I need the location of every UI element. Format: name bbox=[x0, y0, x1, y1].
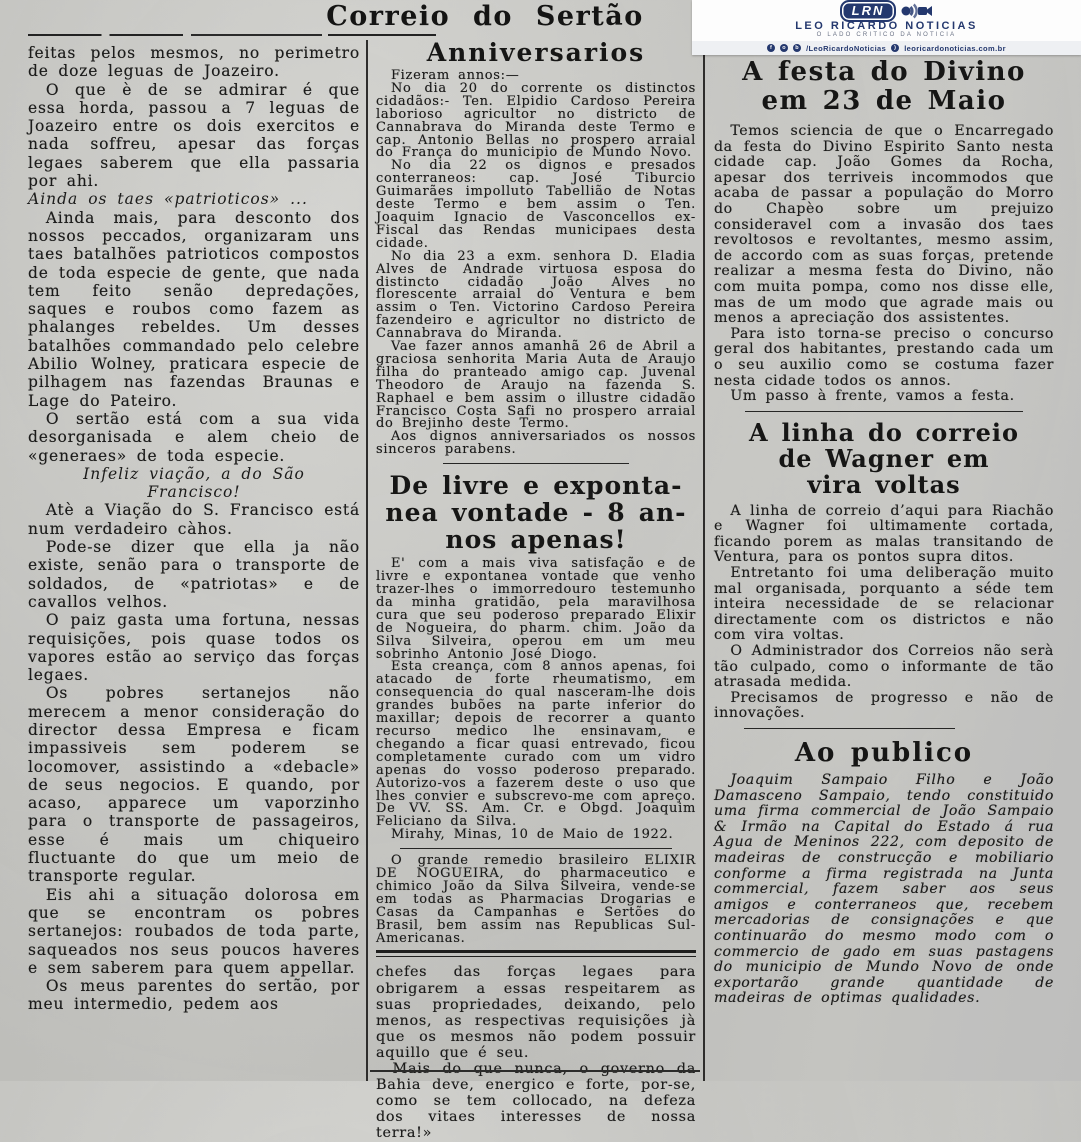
article-patrioticos bbox=[28, 209, 360, 465]
paragraph: E' com a mais viva satisfação e de livre e expontanea vontade que venho trazer-lhes o immorredouro testemunho da minha gratidão, pela maravilhosa cura que seu poderoso preparado Elixir de Nogueira, do pharm. chim. João da Silva Silveira, operou em um meu sobrinho Antonio José Diogo. bbox=[376, 556, 696, 662]
paragraph: Os pobres sertanejos não merecem a menor consideração do director dessa Empresa e ficam impassiveis sem poderem se locomover, assistindo a «debacle» de seus negocios. E quando, por acaso, apparece um vaporzinho para o transporte de passageiros, esse é mais um chiqueiro fluctuante do que um meio de transporte regular. bbox=[28, 684, 360, 886]
lrn-social-handle: /LeoRicardoNoticias bbox=[806, 43, 887, 53]
section-rule bbox=[745, 411, 1024, 412]
broadcast-icon: ) bbox=[891, 44, 899, 52]
paragraph: Os meus parentes do sertão, por meu intermedio, pedem aos bbox=[28, 977, 360, 1014]
article-anniversarios bbox=[376, 70, 696, 457]
section-rule bbox=[443, 463, 629, 464]
paragraph: Esta creança, com 8 annos apenas, foi atacado de forte rheumatismo, em consequencia do qual nasceram-lhe dois grandes bubões na parte inferior do maxillar; depois de recorrer a quanto recurso medico lhe ensinavam, e chegando a ficar quasi entrevado, ficou completamente curado com um vidro apenas do vosso poderoso preparado. Autorizo-vos a fazerem deste o uso que lhes convier e subscrevo-me com apreço. De VV. SS. Am. Cr. e Obgd. Joaquim Feliciano da Silva. bbox=[376, 659, 696, 830]
lrn-website: leoricardonoticias.com.br bbox=[904, 43, 1006, 53]
paragraph: Bahia deve, energico e forte, por-se, como se tem collocado, na defeza dos vitaes interesses de nossa terra!» bbox=[376, 1077, 696, 1142]
article-ao-publico bbox=[714, 773, 1054, 1007]
section-rule bbox=[744, 728, 955, 729]
paragraph: Entretanto foi uma deliberação muito mal organisada, porquanto a séde tem inteira necessidade de se relacionar directamente com os districtos e não com vira voltas. bbox=[714, 565, 1054, 644]
article-continuation-forcas bbox=[376, 964, 696, 1141]
subhead-patrioticos: Ainda os taes «patrioticos» ... bbox=[28, 190, 308, 209]
paragraph: Atè a Viação do S. Francisco está num verdadeiro càhos. bbox=[28, 501, 360, 538]
headline-elixir: De livre e exponta- nea vontade - 8 an- nos apenas! bbox=[385, 471, 687, 555]
paragraph: Para isto torna-se preciso o concurso geral dos habitantes, prestando cada um o seu auxilio como se costuma fazer nesta cidade todos os annos. bbox=[714, 325, 1054, 389]
paragraph: O que è de se admirar é que essa horda, passou a 7 leguas de Joazeiro entre os dois exercitos e nada soffreu, apesar das forças legaes saberem que ella passaria por ahi. bbox=[28, 80, 360, 191]
elixir-dateline: Mirahy, Minas, 10 de Maio de 1922. bbox=[390, 827, 674, 843]
lrn-banner-tagline: O LADO CRITICO DA NOTICIA bbox=[816, 32, 957, 38]
article-elixir-testimonial bbox=[376, 558, 696, 829]
masthead-rule bbox=[28, 34, 436, 36]
right-column bbox=[714, 58, 1054, 1007]
paragraph: No dia 23 a exm. senhora D. Eladia Alves de Andrade virtuosa esposa do distincto cidadão João Alves no florescente arraial do Ventura e bem assim o Ten. Victorino Cardoso Pereira fazendeiro e agricultor no districto de Cannabrava do Miranda. bbox=[376, 248, 696, 342]
paragraph: Fizeram annos:— bbox=[390, 68, 520, 83]
thick-section-rule bbox=[376, 950, 696, 957]
youtube-icon: b bbox=[793, 44, 801, 52]
paragraph: No dia 20 do corrente os distinctos cidadãos:- Ten. Elpidio Cardoso Pereira laborioso agricultor no districto de Cannabrava do Miranda deste Termo e cap. Antonio Bellas no prospero arraial do França do municipio de Mundo Novo. bbox=[376, 80, 696, 161]
paragraph: O Administrador dos Correios não serà tão culpado, como o informante de tão atrasada medida. bbox=[714, 643, 1054, 691]
lrn-banner-top bbox=[692, 0, 1081, 41]
headline-anniversarios: Anniversarios bbox=[426, 38, 646, 67]
paragraph: Aos dignos anniversariados os nossos sinceros parabens. bbox=[376, 429, 696, 458]
section-rule bbox=[400, 848, 672, 849]
lrn-logo: LRN bbox=[840, 0, 897, 22]
article-linha-correio bbox=[714, 504, 1054, 722]
paragraph: Precisamos de progresso e não de innovações. bbox=[714, 689, 1054, 722]
headline-ao-publico: Ao publico bbox=[794, 738, 974, 768]
paragraph: Eis ahi a situação dolorosa em que se encontram os pobres sertanejos: roubados de toda parte, saqueados nos seus poucos haveres e sem saberem para quem appellar. bbox=[28, 885, 360, 977]
middle-column bbox=[376, 40, 696, 1142]
elixir-footer-note: O grande remedio brasileiro ELIXIR DE NOGUEIRA, do pharmaceutico e chimico João da Silva Silveira, vende-se em todas as Pharmacias Drogarias e Casas da Campanhas e Sertões do Brasil, bem assim nas Republicas Sul-Americanas. bbox=[376, 853, 696, 946]
lrn-watermark-banner bbox=[692, 0, 1081, 55]
paragraph: Vae fazer annos amanhã 26 de Abril a graciosa senhorita Maria Auta de Araujo filha do pranteado amigo cap. Juvenal Theodoro de Araujo na fazenda S. Raphael e bem assim o illustre cidadão Francisco Costa Safi no prospero arraial do Brejinho deste Termo. bbox=[376, 339, 696, 432]
paragraph: chefes das forças legaes para obrigarem a essas respeitarem as suas propriedades, deixando, pelo menos, as respectivas requisições jà que os mesmos não podem possuir aquillo que é seu. bbox=[376, 964, 696, 1061]
article-festa-divino bbox=[714, 124, 1054, 405]
lrn-banner-social-strip bbox=[692, 41, 1081, 55]
paragraph: Um passo à frente, vamos a festa. bbox=[730, 388, 1015, 405]
subhead-viacao: Infeliz viação, a do São Francisco! bbox=[83, 464, 305, 502]
article-viacao bbox=[28, 501, 360, 1013]
paragraph: feitas pelos mesmos, no perimetro de doze leguas de Joazeiro. bbox=[28, 44, 360, 81]
paragraph: No dia 22 os dignos e presados conterraneos: cap. José Tiburcio Guimarães impolluto Tabellião de Notas deste Termo e bem assim o Ten. Joaquim Ignacio de Vasconcellos ex-Fiscal das Rendas municipaes desta cidade. bbox=[376, 158, 696, 251]
newspaper-title: Correio do Sertão bbox=[326, 1, 644, 32]
instagram-icon: o bbox=[780, 44, 788, 52]
middle-column-bottom-rule bbox=[370, 1070, 700, 1072]
headline-linha-correio: A linha do correio de Wagner em vira voltas bbox=[749, 417, 1019, 499]
column-divider-right bbox=[703, 55, 705, 1081]
lrn-banner-name: LEO RICARDO NOTICIAS bbox=[795, 20, 978, 32]
headline-festa-divino: A festa do Divino em 23 de Maio bbox=[742, 57, 1026, 116]
paragraph: Joaquim Sampaio Filho e João Damasceno Sampaio, tendo constituido uma firma commercial de João Sampaio & Irmão na Capital do Estado á rua Agua de Meninos 222, com deposito de madeiras de construcção e mobiliario conforme a firma registrada na Junta commercial, fazem saber aos seus amigos e conterraneos que, recebem mercadorias de consignações e que continuarão do mesmo modo com o commercio de gado em suas pastagens do municipio de Mundo Novo de onde exportarão grande quantidade de madeiras de optimas qualidades. bbox=[714, 772, 1054, 1007]
column-divider-left bbox=[366, 40, 368, 1081]
paragraph: Ainda mais, para desconto dos nossos peccados, organizaram uns taes batalhões patrioticos compostos de toda especie de gente, que nada tem feito senão depredações, saques e roubos como fazem as phalanges rebeldes. Um desses batalhões commandado pelo celebre Abilio Wolney, praticara especie de pilhagem nas fazendas Braunas e Lage do Pateiro. bbox=[28, 208, 360, 410]
paragraph: Temos sciencia de que o Encarregado da festa do Divino Espirito Santo nesta cidade cap. João Gomes da Rocha, apesar dos terriveis incommodos que acaba de passar a população do Morro do Chapèo sobre um prejuizo consideravel com a invasão dos taes revoltosos e revoltantes, mesmo assim, de accordo com as suas forças, pretende realizar a mesma festa do Divino, não com muita pompa, como nos disse elle, mas de um modo que agrade mais ou menos a apreciação dos assistentes. bbox=[714, 123, 1054, 327]
paragraph: Pode-se dizer que ella ja não existe, senão para o transporte de soldados, de «patriotas» e de cavallos velhos. bbox=[28, 538, 360, 611]
video-camera-icon bbox=[899, 3, 933, 19]
paragraph: A linha de correio d’aqui para Riachão e Wagner foi ultimamente cortada, ficando porem as malas transitando de Ventura, para os pontos supra ditos. bbox=[714, 502, 1054, 566]
paragraph: O paiz gasta uma fortuna, nessas requisições, pois quase todos os vapores estão ao serviço das forças legaes. bbox=[28, 611, 360, 685]
article-continuation-joazeiro bbox=[28, 44, 360, 190]
facebook-icon: f bbox=[767, 44, 775, 52]
left-column bbox=[28, 44, 360, 1014]
paragraph: O sertão está com a sua vida desorganisada e alem cheio de «generaes» de toda especie. bbox=[28, 409, 360, 465]
